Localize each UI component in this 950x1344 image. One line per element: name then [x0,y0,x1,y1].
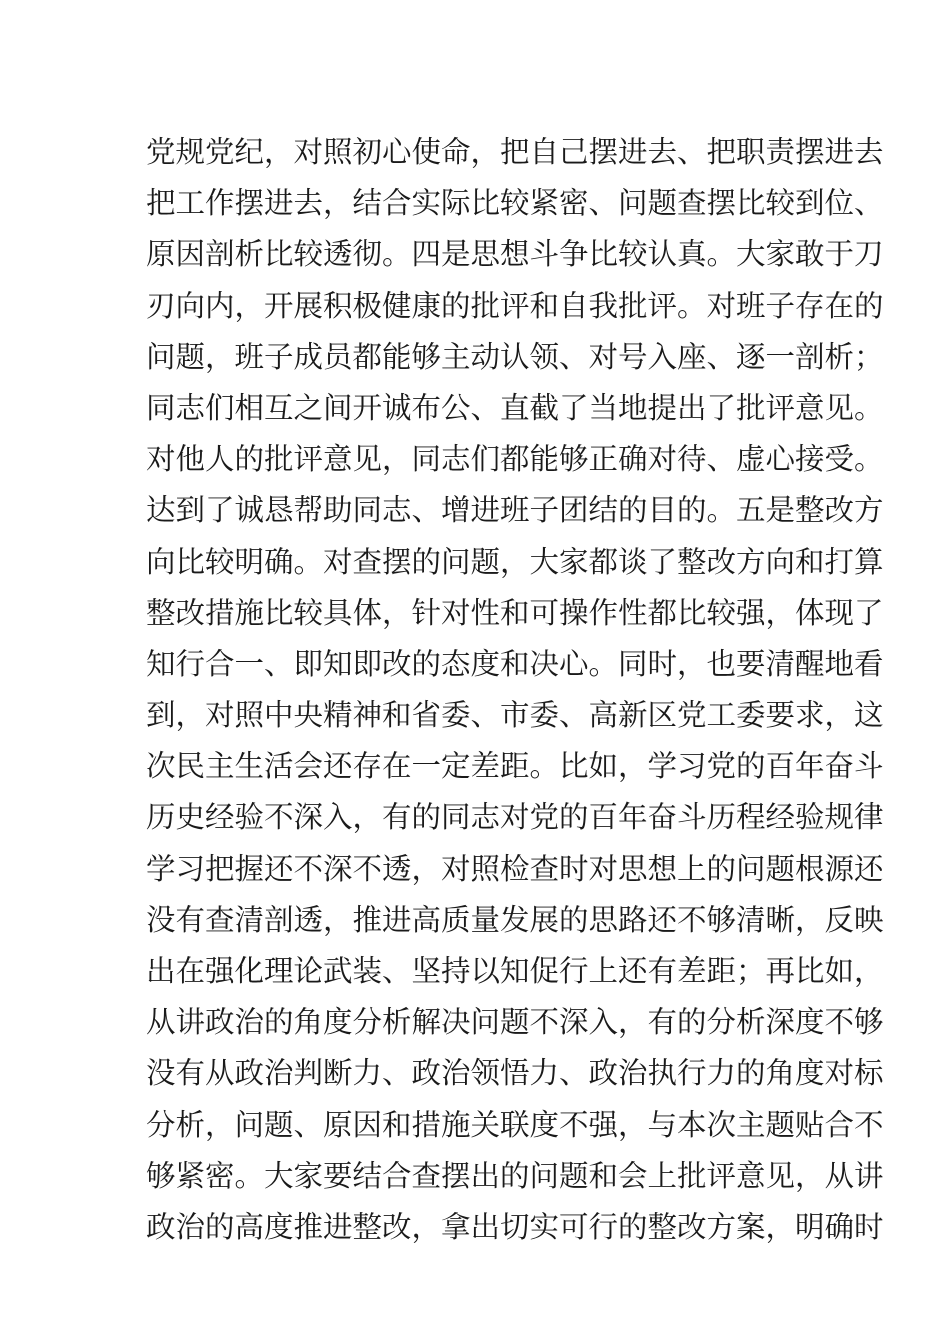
text-line: 达到了诚恳帮助同志、增进班子团结的目的。五是整改方 [146,493,884,528]
text-line: 分析，问题、原因和措施关联度不强，与本次主题贴合不 [146,1107,884,1142]
text-line: 知行合一、即知即改的态度和决心。同时，也要清醒地看 [146,646,884,681]
text-line: 够紧密。大家要结合查摆出的问题和会上批评意见，从讲 [146,1158,884,1193]
text-line: 刃向内，开展积极健康的批评和自我批评。对班子存在的 [146,288,884,323]
text-line: 历史经验不深入，有的同志对党的百年奋斗历程经验规律 [146,800,884,835]
text-line: 整改措施比较具体，针对性和可操作性都比较强，体现了 [146,595,884,630]
text-line: 同志们相互之间开诚布公、直截了当地提出了批评意见。 [146,390,884,425]
text-line: 出在强化理论武装、坚持以知促行上还有差距；再比如， [146,954,884,988]
text-line: 把工作摆进去，结合实际比较紧密、问题查摆比较到位、 [146,186,884,221]
text-line: 从讲政治的角度分析解决问题不深入，有的分析深度不够 [146,1005,884,1040]
text-line: 对他人的批评意见，同志们都能够正确对待、虚心接受。 [146,442,884,477]
text-line: 政治的高度推进整改，拿出切实可行的整改方案，明确时 [146,1209,884,1244]
text-line: 没有查清剖透，推进高质量发展的思路还不够清晰，反映 [146,902,884,937]
text-line: 问题，班子成员都能够主动认领、对号入座、逐一剖析； [146,339,884,374]
text-line: 党规党纪，对照初心使命，把自己摆进去、把职责摆进去 [146,135,884,169]
body-text [146,127,884,1253]
text-line: 次民主生活会还存在一定差距。比如，学习党的百年奋斗 [146,749,884,784]
text-line: 没有从政治判断力、政治领悟力、政治执行力的角度对标 [146,1056,884,1091]
text-line: 到，对照中央精神和省委、市委、高新区党工委要求，这 [146,698,884,733]
text-line: 原因剖析比较透彻。四是思想斗争比较认真。大家敢于刀 [146,237,884,272]
text-line: 向比较明确。对查摆的问题，大家都谈了整改方向和打算 [146,544,884,579]
text-line: 学习把握还不深不透，对照检查时对思想上的问题根源还 [146,851,884,886]
